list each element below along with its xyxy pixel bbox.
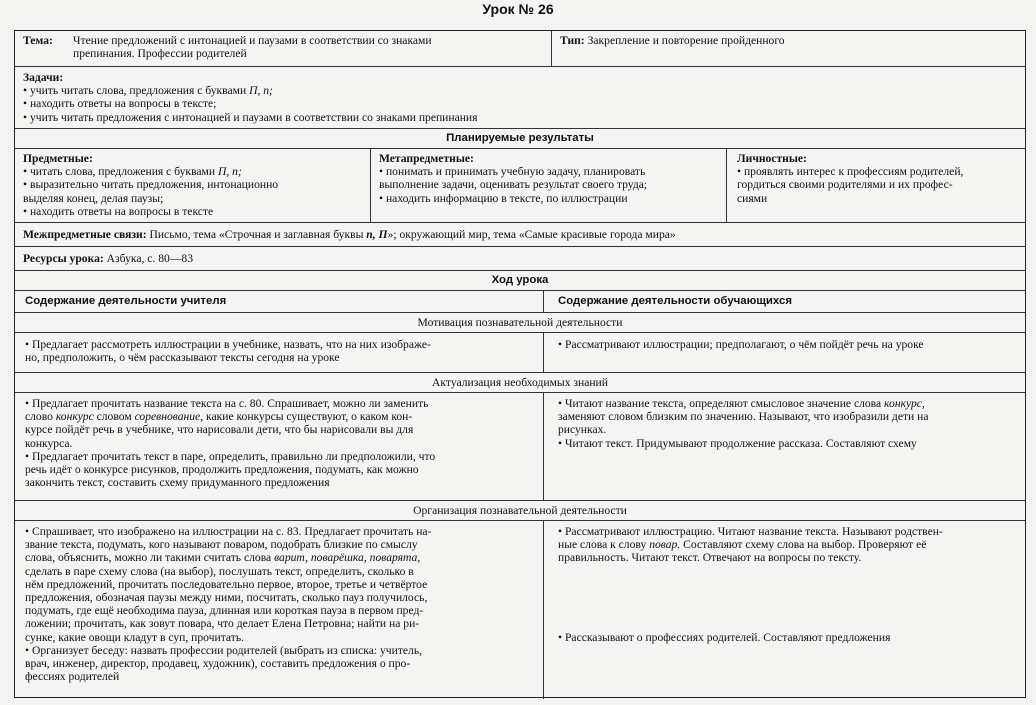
links-label: Межпредметные связи: [23,228,147,241]
subject-item: • выразительно читать предложения, интонационно [23,178,364,191]
students-item-cont: ные слова к слову повар. Составляют схему слова на выбор. Проверяют её [558,538,927,552]
links-row [15,223,1025,247]
meta-results [370,149,726,222]
subject-label: Предметные: [23,152,93,165]
course-header: Ход урока [491,274,549,286]
links-text: »; окружающий мир, тема «Самые красивые города мира» [387,228,676,241]
stage-header: Организация познавательной деятельности [413,504,627,517]
stage-header-row [15,313,1025,333]
links-text: Письмо, тема «Строчная и заглавная буквы [149,228,364,241]
teacher-item-cont: курсе пойдёт речь в учебнике, что нарисовали дети, что бы нарисовали вы для [25,423,414,437]
teacher-item: • Предлагает прочитать название текста на с. 80. Спрашивает, можно ли заменить [25,397,537,410]
students-item: • Читают название текста, определяют смысловое значение слова конкурс, [558,397,1019,410]
teacher-item-cont: фессиях родителей [25,670,120,684]
meta-label: Метапредметные: [379,152,474,165]
resources-label: Ресурсы урока: [23,252,104,265]
lesson-title: Урок № 26 [482,1,554,17]
task-item: • учить читать предложения с интонацией и паузами в соответствии со знаками препинания [23,111,1019,124]
type-text: Закрепление и повторение пройденного [587,34,785,47]
meta-item: • понимать и принимать учебную задачу, планировать [379,165,720,178]
tasks-label: Задачи: [23,71,64,84]
stage-header: Актуализация необходимых знаний [432,376,608,389]
type-cell [551,31,1025,66]
topic-cell [15,31,551,66]
teacher-item: • Предлагает прочитать текст в паре, определить, правильно ли предположили, что [25,450,537,463]
teacher-item-cont: слова, объяснить, можно ли такими считать слова варит, поварёшка, поварята, [25,551,421,565]
personal-item-cont: сиями [737,191,768,205]
course-header-row [15,271,1025,291]
stage-header-row [15,501,1025,521]
subject-item: • находить ответы на вопросы в тексте [23,205,364,218]
links-letters: п, П [366,228,388,241]
planned-header: Планируемые результаты [446,132,594,144]
teacher-item: • Предлагает рассмотреть иллюстрации в учебнике, назвать, что на них изображе- [25,338,537,351]
students-item-cont: правильность. Читают текст. Отвечают на вопросы по тексту. [558,551,862,565]
teacher-item-cont: но, предположить, о чём рассказывают тексты сегодня на уроке [25,351,340,365]
students-item: • Рассматривают иллюстрацию. Читают название текста. Называют родствен- [558,525,1019,538]
resources-row [15,247,1025,271]
resources-text: Азбука, с. 80—83 [106,252,194,265]
topic-line: Чтение предложений с интонацией и паузами в соответствии со знаками [73,34,432,47]
stage-header-row [15,373,1025,393]
topic-line: препинания. Профессии родителей [73,47,247,61]
tasks-row [15,67,1025,129]
students-activity [543,521,1025,699]
planned-header-row [15,129,1025,149]
teacher-item-cont: ложении; прочитать, как зовут повара, что делает Елена Петровна; найти на ри- [25,617,420,631]
teacher-item-cont: закончить текст, составить схему придуманного предложения [25,476,330,490]
meta-item-cont: выполнение задачи, оценивать результат своего труда; [379,178,648,192]
meta-item: • находить информацию в тексте, по иллюстрации [379,192,720,205]
teacher-item-cont: предложения, обозначая паузы между ними, посчитать, сколько пауз получилось, [25,591,428,605]
teacher-item-cont: слово конкурс словом соревнование, какие конкурсы существуют, о каком кон- [25,410,413,424]
teacher-item-cont: речь идёт о конкурсе рисунков, продолжить предложения, подумать, как можно [25,463,419,477]
personal-item-cont: гордиться своими родителями и их профес- [737,178,953,192]
subject-item-cont: выделяя конец, делая паузы; [23,191,164,205]
topic-row [15,31,1025,67]
teacher-activity [15,521,543,699]
stage-body-row [15,521,1025,699]
planned-row [15,149,1025,223]
subject-results [15,149,370,222]
students-column-header: Содержание деятельности обучающихся [543,291,1025,312]
subject-item: • читать слова, предложения с буквами П, п; [23,165,364,178]
lesson-table [14,30,1026,698]
students-item: • Рассказывают о профессиях родителей. Составляют предложения [558,631,1019,644]
teacher-item-cont: сделать в паре схему слова (на выбор), послушать текст, определить, сколько в [25,564,414,578]
topic-label: Тема: [23,34,53,47]
personal-label: Личностные: [737,152,807,165]
students-activity [543,393,1025,500]
teacher-item-cont: подумать, где ещё необходима пауза, длинная или короткая пауза в первом пред- [25,604,424,618]
personal-item: • проявлять интерес к профессиям родителей, [737,165,1019,178]
teacher-activity [15,393,543,500]
columns-header-row [15,291,1025,313]
teacher-item-cont: сунке, какие овощи кладут в суп, прочитать. [25,630,245,644]
teacher-item: • Организует беседу: назвать профессии родителей (выбрать из списка: учитель, [25,644,537,657]
type-label: Тип: [560,34,585,47]
task-item: • находить ответы на вопросы в тексте; [23,97,1019,110]
students-activity [543,333,1025,372]
teacher-item: • Спрашивает, что изображено на иллюстрации на с. 83. Предлагает прочитать на- [25,525,537,538]
students-item: • Читают текст. Придумывают продолжение рассказа. Составляют схему [558,437,1019,450]
teacher-column-header: Содержание деятельности учителя [25,295,227,307]
teacher-item-cont: врач, инженер, директор, продавец, художник), составить предложения о про- [25,657,411,671]
stage-body-row [15,333,1025,373]
students-item: • Рассматривают иллюстрации; предполагают, о чём пойдёт речь на уроке [558,338,1019,351]
teacher-activity [15,333,543,372]
teacher-item-cont: конкурса. [25,436,73,450]
students-item-cont: рисунках. [558,423,607,437]
teacher-item-cont: нём предложений, прочитать последовательно первое, второе, третье и четвёртое [25,577,428,591]
teacher-item-cont: звание текста, подумать, кого называют поваром, подобрать близкие по смыслу [25,538,418,552]
stage-body-row [15,393,1025,501]
stage-header: Мотивация познавательной деятельности [417,316,623,329]
personal-results [726,149,1025,222]
students-item-cont: заменяют словом близким по значению. Называют, что изобразили дети на [558,410,929,424]
task-item: • учить читать слова, предложения с буквами П, п; [23,84,1019,97]
